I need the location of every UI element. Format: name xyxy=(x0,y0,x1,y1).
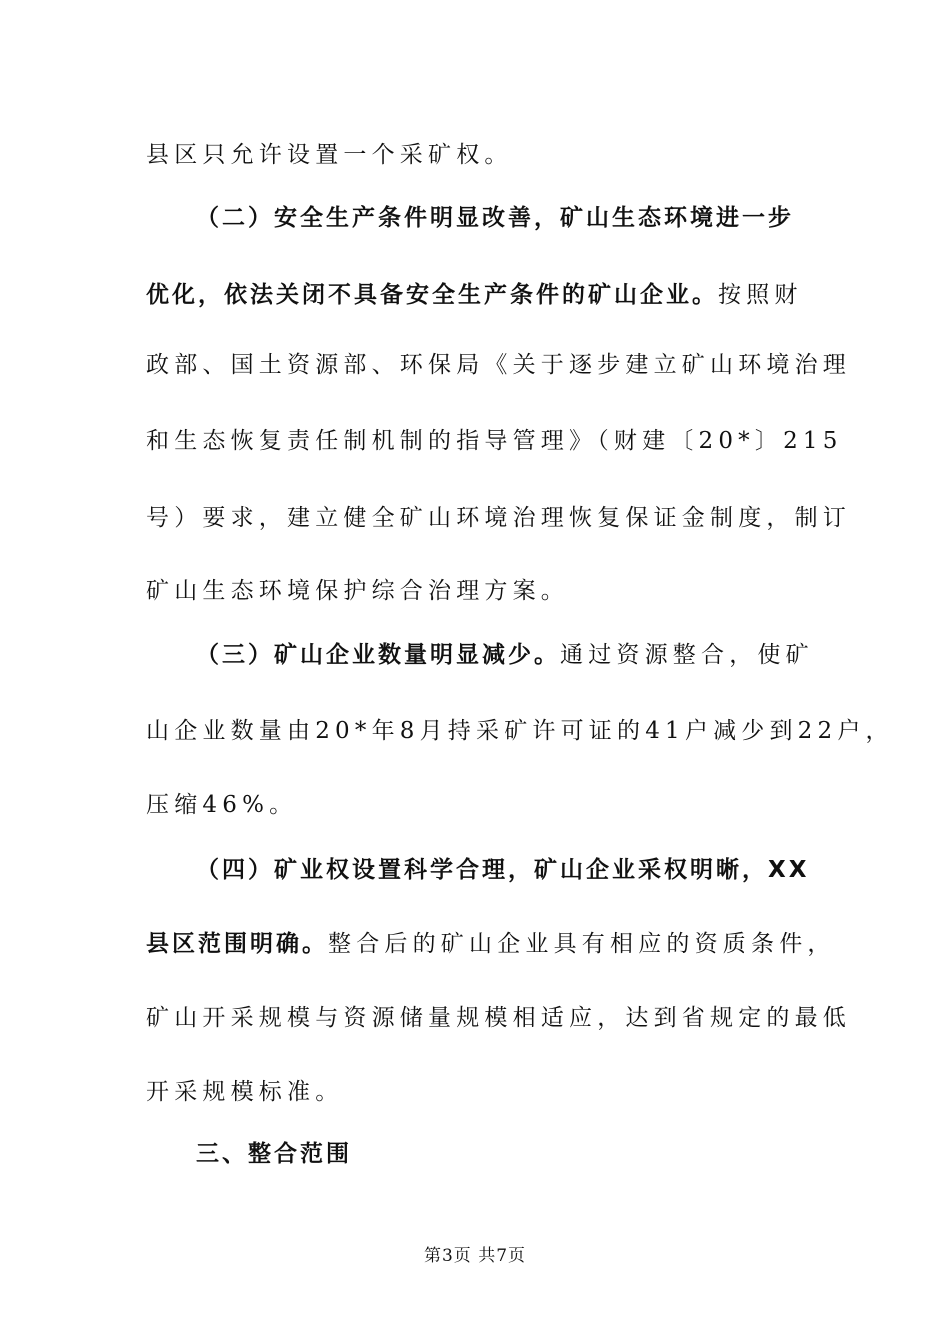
chapter-heading: 三、整合范围 xyxy=(196,1141,352,1167)
paragraph-line-1: 县区只允许设置一个采矿权。 xyxy=(146,142,513,168)
paragraph-line-3 xyxy=(146,280,803,310)
section-heading-2-line-1: （二）安全生产条件明显改善，矿山生态环境进一步 xyxy=(196,205,794,231)
paragraph-text: 通过资源整合，使矿 xyxy=(560,642,814,668)
section-heading-4-line-1: （四）矿业权设置科学合理，矿山企业采权明晰，XX xyxy=(196,857,810,883)
paragraph-line-9: 山企业数量由20*年8月持采矿许可证的41户减少到22户， xyxy=(146,718,894,744)
paragraph-text: 按照财 xyxy=(718,282,803,308)
paragraph-line-6: 号）要求，建立健全矿山环境治理恢复保证金制度，制订 xyxy=(146,505,851,531)
paragraph-line-14: 开采规模标准。 xyxy=(146,1079,344,1105)
paragraph-line-5: 和生态恢复责任制机制的指导管理》（财建〔20*〕215 xyxy=(146,428,843,454)
section-heading-4-line-2: 县区范围明确。 xyxy=(146,931,328,957)
section-heading-2-line-2: 优化，依法关闭不具备安全生产条件的矿山企业。 xyxy=(146,282,718,308)
paragraph-text: 整合后的矿山企业具有相应的资质条件， xyxy=(328,931,836,957)
section-heading-3: （三）矿山企业数量明显减少。 xyxy=(196,642,560,668)
page-footer: 第3页 共7页 xyxy=(423,1246,527,1266)
paragraph-line-10: 压缩46%。 xyxy=(146,792,298,818)
paragraph-line-4: 政部、国土资源部、环保局《关于逐步建立矿山环境治理 xyxy=(146,352,851,378)
paragraph-line-13: 矿山开采规模与资源储量规模相适应，达到省规定的最低 xyxy=(146,1005,851,1031)
paragraph-line-7: 矿山生态环境保护综合治理方案。 xyxy=(146,578,569,604)
paragraph-line-12 xyxy=(146,929,836,959)
paragraph-line-8 xyxy=(196,640,814,670)
